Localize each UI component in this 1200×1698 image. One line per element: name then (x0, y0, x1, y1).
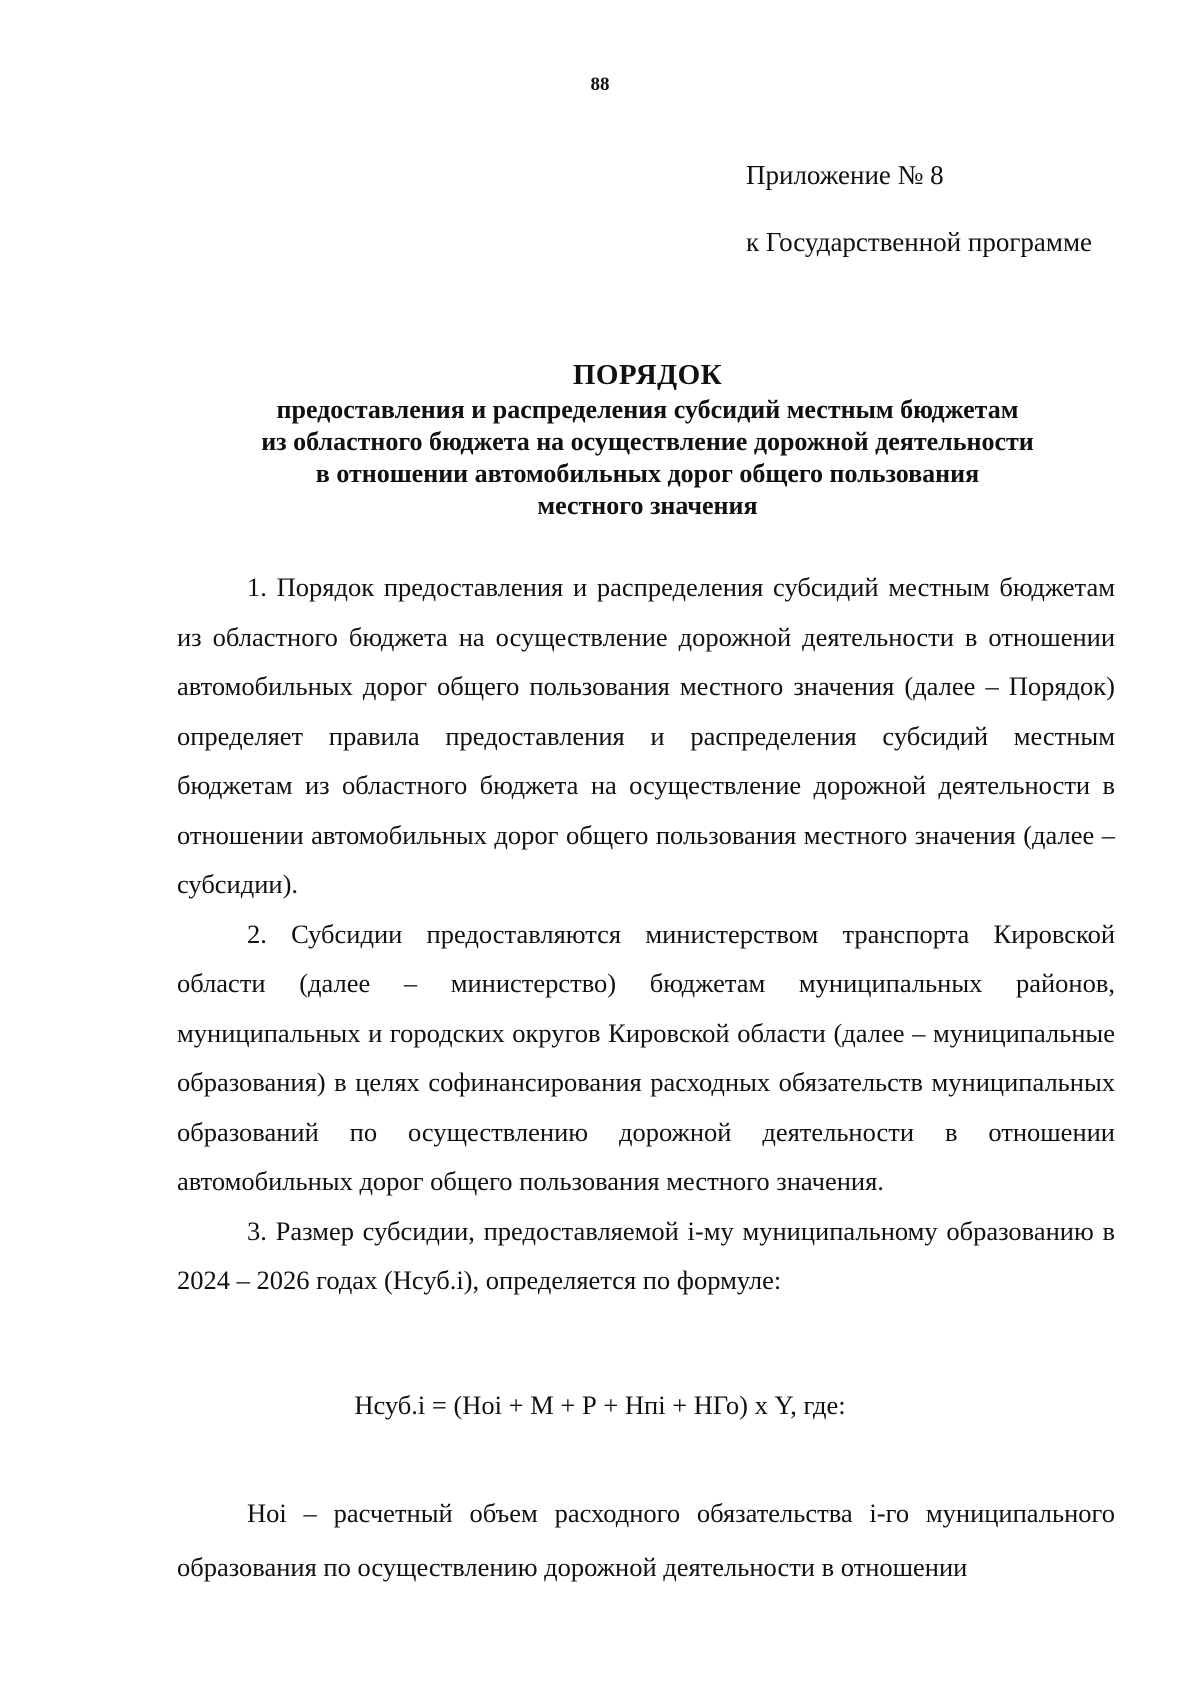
title-subline: местного значения (537, 491, 758, 520)
paragraph-1: 1. Порядок предоставления и распределения субсидий местным бюджетам из областного бюджета на осуществление дорожной деятельности в отношении автомобильных дорог общего пользования местного значения (далее – Порядок) определяет правила предоставления и распределения субсидий местным бюджетам из областного бюджета на осуществление дорожной деятельности в отношении автомобильных дорог общего пользования местного значения (далее – субсидии). (177, 572, 1115, 899)
document-title (160, 356, 1135, 522)
title-subline: предоставления и распределения субсидий местным бюджетам (276, 395, 1019, 424)
title-main: ПОРЯДОК (572, 359, 723, 391)
formula-definition: Нoi – расчетный объем расходного обязательства i-го муниципального образования по осуществлению дорожной деятельности в отношении (177, 1498, 1115, 1582)
title-subline: из областного бюджета на осуществление дорожной деятельности (261, 427, 1034, 456)
document-body (177, 563, 1115, 1306)
appendix-label: Приложение № 8 (746, 160, 944, 190)
subsidy-formula: Нсуб.i = (Нoi + М + Р + Нпi + НГо) х Y, где: (354, 1390, 846, 1420)
page-number: 88 (590, 74, 610, 95)
paragraph-3: 3. Размер субсидии, предоставляемой i-му муниципальному образованию в 2024 – 2026 годах (Нсуб.i), определяется по формуле: (177, 1215, 1115, 1295)
title-subline: в отношении автомобильных дорог общего пользования (315, 459, 980, 488)
appendix-program-ref: к Государственной программе (746, 227, 1093, 257)
paragraph-2: 2. Субсидии предоставляются министерством транспорта Кировской области (далее – министерство) бюджетам муниципальных районов, муниципальных и городских округов Кировской области (далее – муниципальные образования) в целях софинансирования расходных обязательств муниципальных образований по осуществлению дорожной деятельности в отношении автомобильных дорог общего пользования местного значения. (177, 918, 1115, 1196)
